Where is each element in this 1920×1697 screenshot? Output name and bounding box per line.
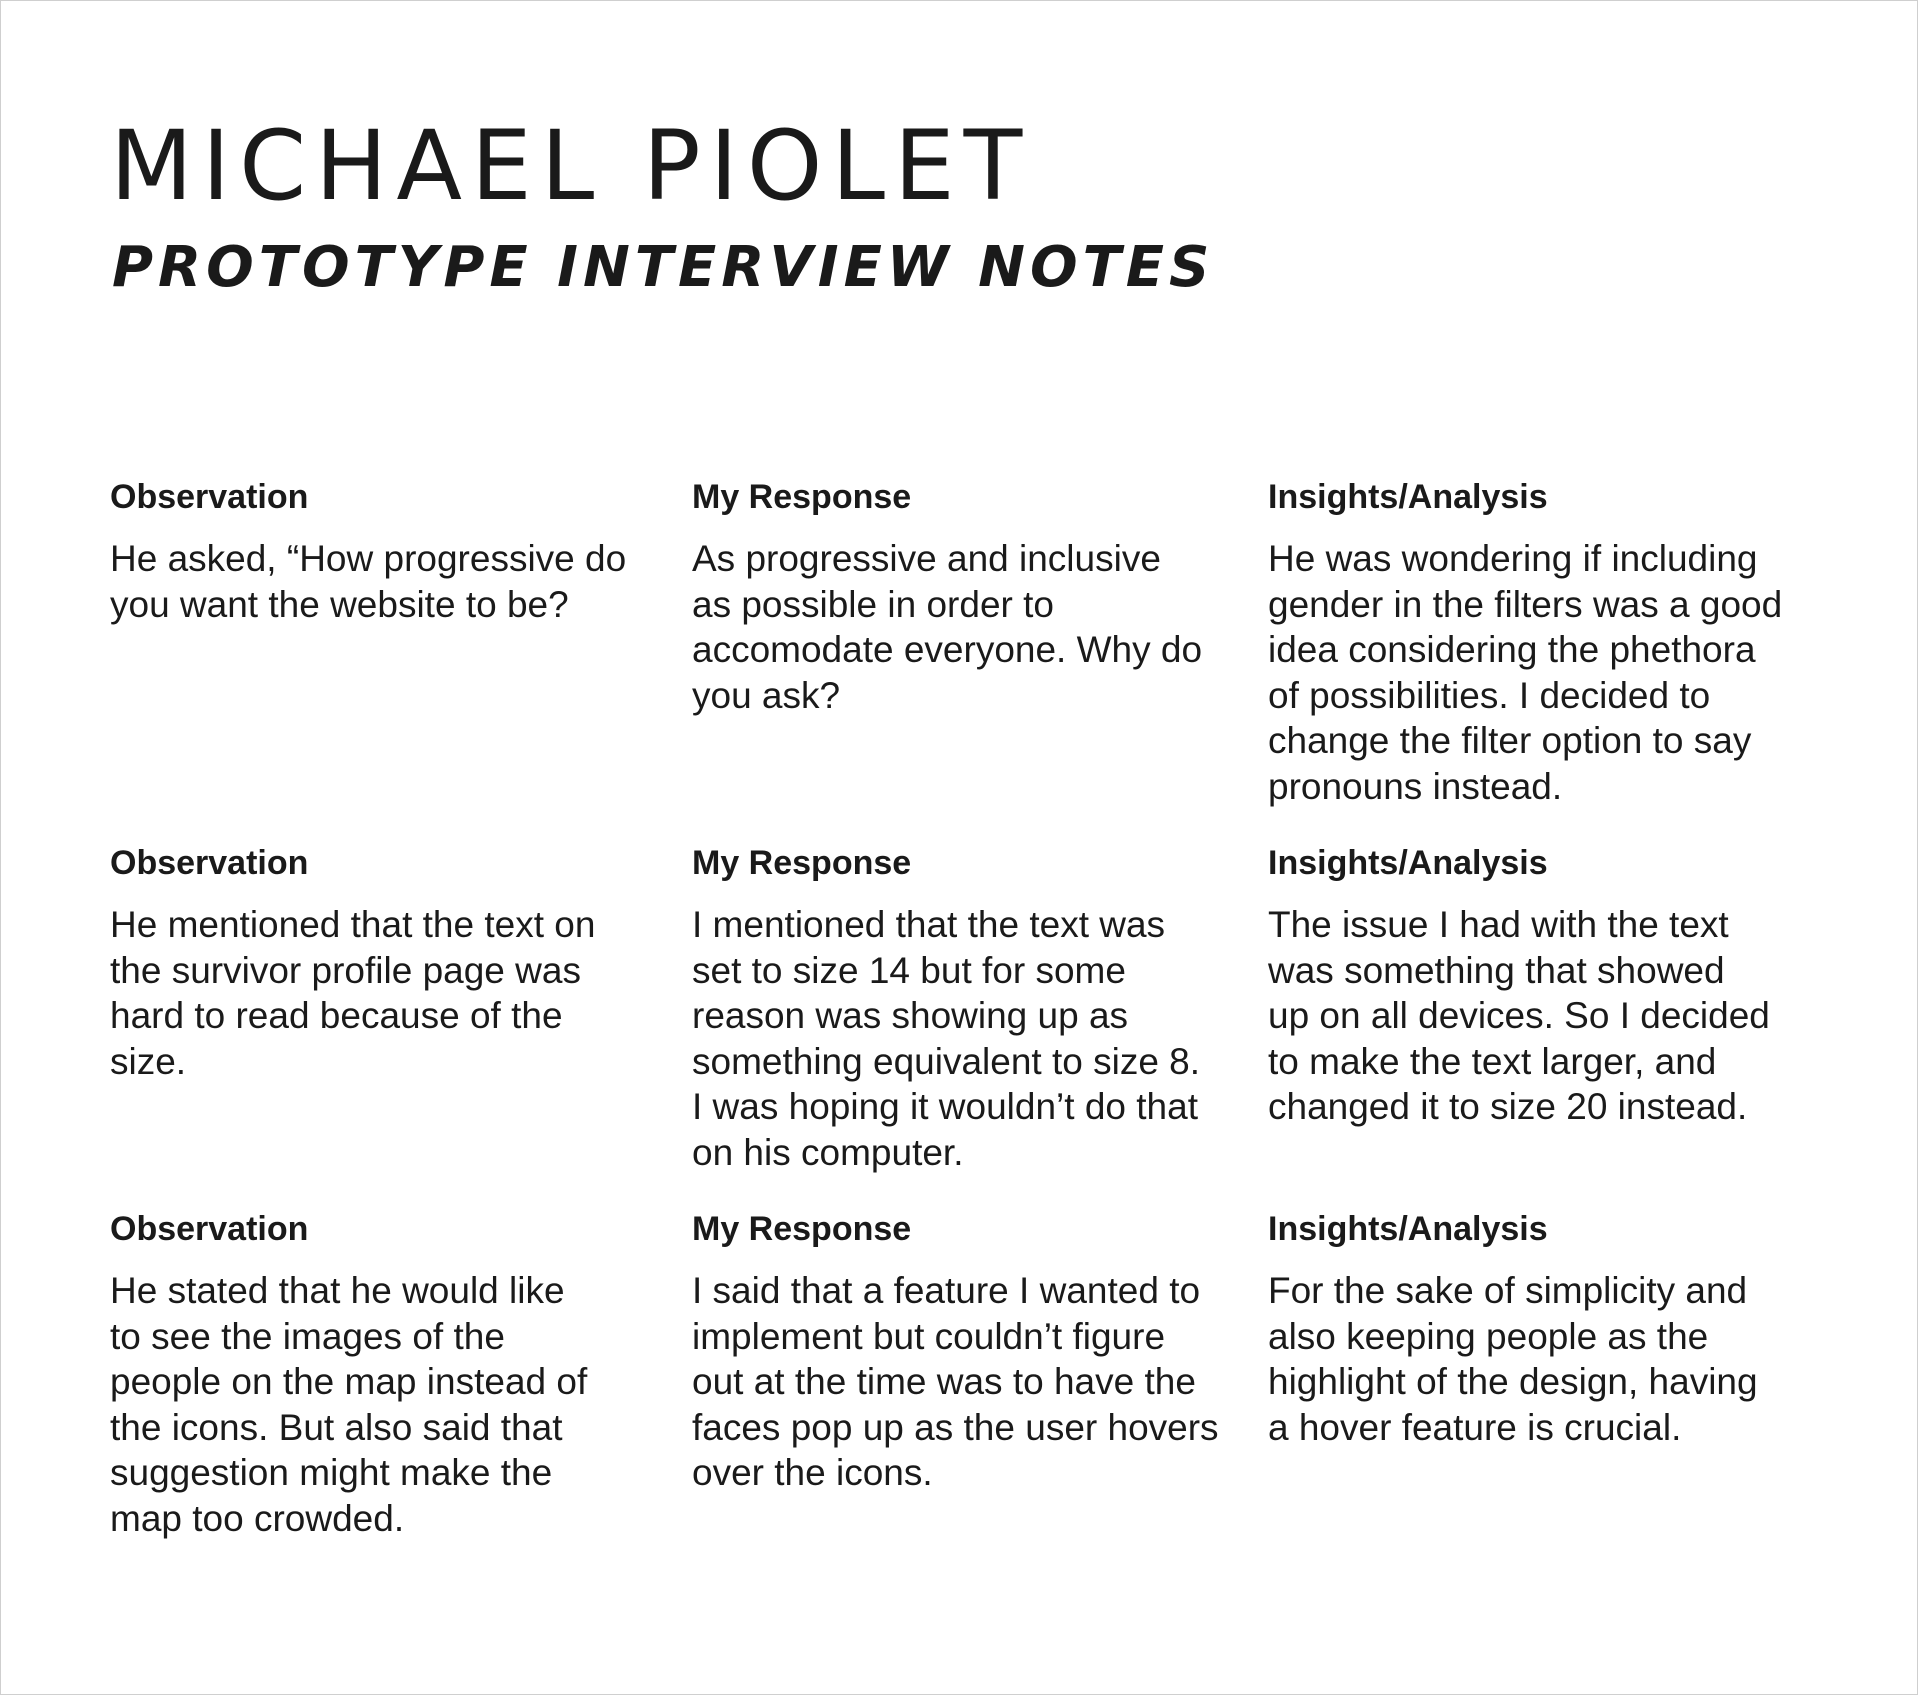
response-cell [692, 846, 1352, 1175]
observation-heading: Observation [110, 844, 309, 882]
observation-text: He asked, “How progressive do you want the website to be? [110, 538, 627, 625]
observation-heading: Observation [110, 478, 309, 516]
observation-cell [110, 480, 670, 627]
observation-text: He mentioned that the text on the survivor profile page was hard to read because of the size. [110, 904, 596, 1082]
insights-heading: Insights/Analysis [1268, 1210, 1548, 1248]
notes-row [110, 846, 1830, 1212]
insights-heading: Insights/Analysis [1268, 844, 1548, 882]
response-text: I mentioned that the text was set to size 14 but for some reason was showing up as something equivalent to size 8. I was hoping it wouldn’t do that on his computer. [692, 904, 1201, 1173]
insights-text: The issue I had with the text was something that showed up on all devices. So I decided to make the text larger, and changed it to size 20 instead. [1268, 904, 1770, 1127]
response-heading: My Response [692, 844, 912, 882]
observation-heading: Observation [110, 1210, 309, 1248]
insights-text: For the sake of simplicity and also keeping people as the highlight of the design, having a hover feature is crucial. [1268, 1270, 1758, 1448]
insights-cell [1268, 1212, 1828, 1450]
insights-cell [1268, 846, 1828, 1130]
response-cell [692, 1212, 1352, 1496]
insights-heading: Insights/Analysis [1268, 478, 1548, 516]
page-title: MICHAEL PIOLET [110, 110, 1032, 222]
response-text: I said that a feature I wanted to implement but couldn’t figure out at the time was to have the faces pop up as the user hovers over the icons. [692, 1270, 1219, 1493]
notes-row [110, 480, 1830, 846]
response-heading: My Response [692, 1210, 912, 1248]
page-subtitle: PROTOTYPE INTERVIEW NOTES [112, 235, 1215, 300]
header [110, 110, 1215, 300]
insights-text: He was wondering if including gender in the filters was a good idea considering the phethora of possibilities. I decided to change the filter option to say pronouns instead. [1268, 538, 1783, 807]
observation-cell [110, 846, 670, 1084]
notes-row [110, 1212, 1830, 1578]
observation-text: He stated that he would like to see the images of the people on the map instead of the icons. But also said that suggestion might make the map too crowded. [110, 1270, 588, 1539]
observation-cell [110, 1212, 670, 1541]
response-text: As progressive and inclusive as possible in order to accomodate everyone. Why do you ask? [692, 538, 1203, 716]
insights-cell [1268, 480, 1828, 809]
notes-grid [110, 480, 1830, 1578]
response-cell [692, 480, 1352, 718]
response-heading: My Response [692, 478, 912, 516]
